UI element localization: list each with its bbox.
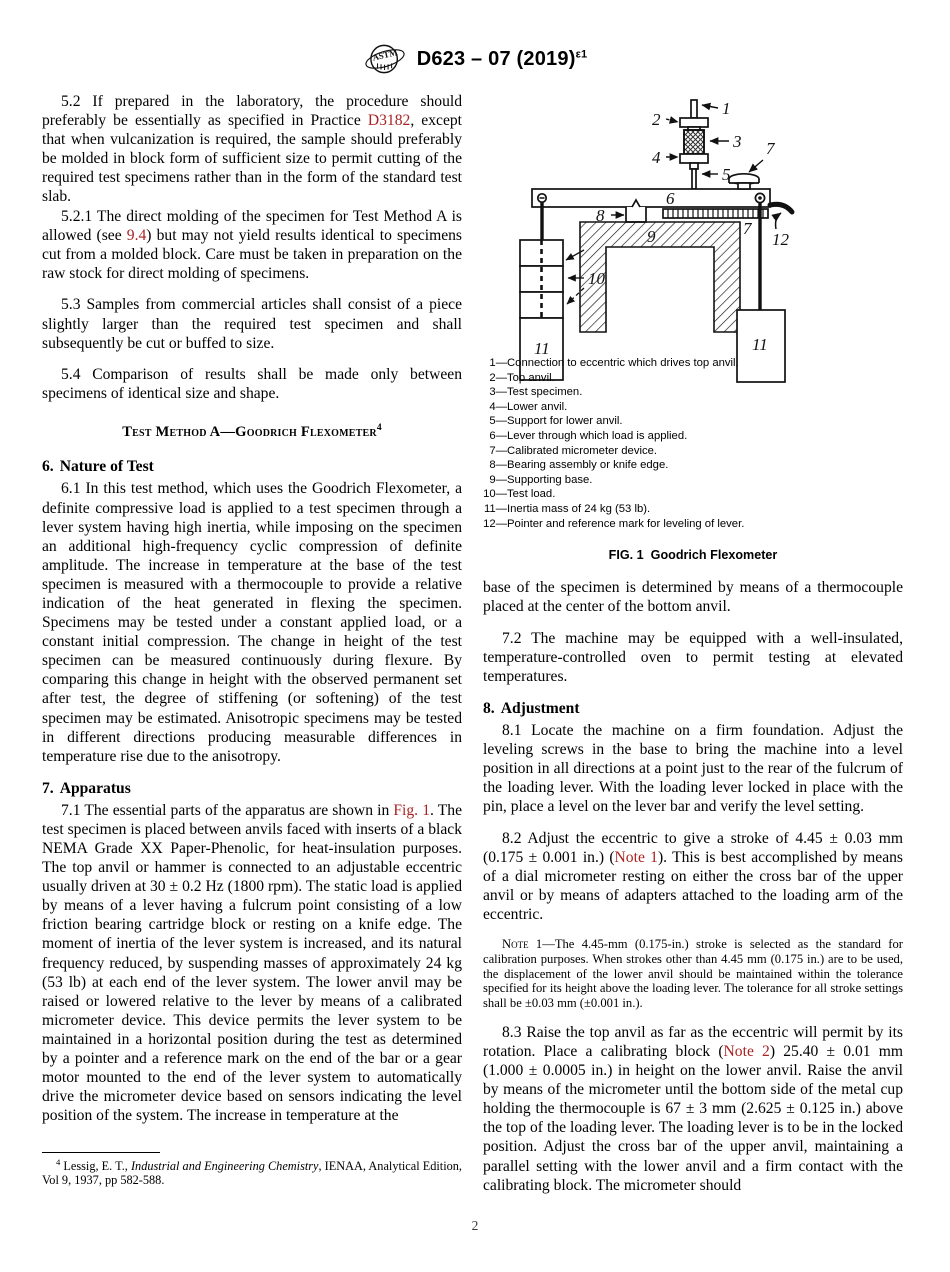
diagram-label-5: 5	[722, 165, 731, 184]
legend-number: 7—	[489, 444, 507, 457]
legend-number: 9—	[489, 473, 507, 486]
legend-number: 6—	[489, 429, 507, 442]
paragraph-8-3-tail: ) 25.40 ± 0.01 mm (1.000 ± 0.0005 in.) in height on the lower anvil. Raise the anvil by means of the micrometer until the bottom side of the metal cup holding the thermocouple is 67 ± 3 mm (2.625 ± 0.125 in.) above the top of the loading lever. The loading lever is to be in the locked position. Adjust the cross bar of the upper anvil, maintaining a parallel setting with the lower anvil and a firm contact with the calibrating block. The micrometer should	[483, 1042, 903, 1194]
legend-text: Inertia mass of 24 kg (53 lb).	[507, 502, 651, 515]
paragraph-8-1: 8.1 Locate the machine on a firm foundation. Adjust the leveling screws in the base to bring the machine into a level position in all directions at a point just to the rear of the fulcrum of the loading lever. With the loading lever locked in place with the pin, place a level on the lever bar and verify the level setting.	[483, 721, 903, 816]
diagram-label-7-top: 7	[766, 139, 775, 158]
diagram-label-1: 1	[722, 99, 731, 118]
note-1	[483, 937, 903, 1010]
note-1-text: —The 4.45-mm (0.175-in.) stroke is selected as the standard for calibration purposes. When strokes other than 4.45 mm (0.175 in.) are to be used, the displacement of the lower anvil should be maintained within the tolerance specified for its height above the loading lever. The tolerance for all stroke settings shall be ±0.03 mm (±0.001 in.).	[483, 937, 903, 1010]
standard-designation: D623 – 07 (2019)	[416, 47, 576, 70]
right-column	[483, 578, 903, 1195]
page-header	[0, 44, 950, 74]
footnote-author: Lessig, E. T.,	[60, 1159, 131, 1173]
footnote-4	[42, 1156, 462, 1188]
footnote-divider	[42, 1152, 160, 1153]
diagram-label-6: 6	[666, 189, 675, 208]
svg-text:ASTM: ASTM	[371, 47, 399, 63]
paragraph-5-3: 5.3 Samples from commercial articles shall consist of a piece slightly larger than the required test specimen and shall subsequently be cut or buffed to size.	[42, 296, 462, 352]
legend-item	[483, 400, 903, 415]
legend-text: Connection to eccentric which drives top anvil.	[507, 357, 739, 369]
section-6-title: Nature of Test	[59, 458, 154, 476]
figure-1-legend	[483, 356, 903, 531]
diagram-label-10: 10	[588, 269, 605, 288]
paragraph-5-2-text: 5.2 If prepared in the laboratory, the procedure should preferably be essentially as specified in Practice	[42, 93, 462, 130]
link-fig-1[interactable]: Fig. 1	[393, 801, 430, 819]
revision-mark: ε1	[575, 47, 588, 60]
legend-item	[483, 517, 903, 532]
diagram-label-11-left: 11	[534, 339, 550, 358]
paragraph-5-2-tail: , except that when vulcanization is required, the sample should preferably be molded in block form of sufficient size to permit cutting of the required test specimens rather than in the form of the standard test slab.	[42, 112, 462, 206]
goodrich-flexometer-diagram	[518, 92, 868, 358]
section-6-heading	[42, 458, 462, 476]
figure-1-image-holder	[483, 92, 903, 358]
diagram-label-7-lower: 7	[743, 219, 752, 238]
paragraph-5-2-1-tail: ) but may not yield results identical to specimens cut from a molded block. Care must be taken in preparation on the raw stock for direct molding of specimens.	[42, 226, 462, 282]
page-title	[417, 48, 588, 71]
paragraph-8-3	[483, 1023, 903, 1195]
legend-item	[483, 458, 903, 473]
paragraph-7-1	[42, 801, 462, 1126]
figure-1-block	[483, 92, 903, 562]
diagram-label-12: 12	[772, 230, 789, 249]
legend-text: Bearing assembly or knife edge.	[507, 459, 669, 472]
legend-text: Supporting base.	[507, 473, 593, 486]
section-8-title: Adjustment	[500, 699, 580, 717]
page-number: 2	[471, 1218, 479, 1233]
legend-number: 4—	[489, 400, 507, 413]
legend-number: 11—	[483, 502, 507, 515]
legend-item	[483, 371, 903, 386]
legend-item	[483, 502, 903, 517]
legend-text: Pointer and reference mark for leveling of lever.	[507, 517, 745, 530]
section-7-heading	[42, 780, 462, 798]
legend-number: 5—	[489, 415, 507, 428]
paragraph-6-1: 6.1 In this test method, which uses the Goodrich Flexometer, a definite compressive load is applied to a test specimen through a lever system having high inertia, while imposing on the specimen an additional high-frequency cyclic compression of definite amplitude. The increase in temperature at the base of the test specimen is measured with a thermocouple to provide a relative indication of the heat generated in flexing the specimen. Specimens may be tested under a constant applied load, or a constant initial compression. The change in height of the test specimen can be measured continuously during flexure. By comparing this change in height with the observed permanent set after test, the degree of stiffening (or softening) of the test specimen may be estimated. Anisotropic specimens may be tested in different directions producing measurable differences in temperature rise due to the anisotropy.	[42, 480, 462, 765]
test-method-heading-text: Test Method A—Goodrich Flexometer	[122, 424, 377, 441]
link-note-2[interactable]: Note 2	[723, 1042, 770, 1060]
footnote-number: 4	[56, 1156, 61, 1167]
paragraph-5-2-1-text: 5.2.1 The direct molding of the specimen for Test Method A is allowed (see	[42, 207, 462, 244]
figure-caption-number: FIG. 1	[608, 548, 644, 563]
link-note-1[interactable]: Note 1	[614, 849, 658, 867]
diagram-label-11-right: 11	[752, 335, 768, 354]
paragraph-8-2-text: 8.2 Adjust the eccentric to give a stroke of 4.45 ± 0.03 mm (0.175 ± 0.001 in.) (	[483, 829, 903, 867]
diagram-label-4: 4	[652, 148, 661, 167]
note-1-label: Note 1	[502, 937, 543, 952]
paragraph-8-3-text: 8.3 Raise the top anvil as far as the eccentric will permit by its rotation. Place a calibrating block (	[483, 1023, 903, 1060]
legend-item	[483, 356, 903, 371]
section-7-number: 7.	[42, 779, 54, 797]
paragraph-7-1-continued: base of the specimen is determined by means of a thermocouple placed at the center of the bottom anvil.	[483, 579, 903, 616]
legend-text: Support for lower anvil.	[507, 415, 623, 428]
paragraph-5-2	[42, 92, 462, 207]
figure-1-caption	[483, 548, 903, 562]
paragraph-7-1-tail: . The test specimen is placed between anvils faced with inserts of a black NEMA Grade XX Paper-Phenolic, for heat-insulation purposes. The top anvil or hammer is connected to an adjustable eccentric usually driven at 30 ± 0.2 Hz (1800 rpm). The static load is applied by means of a lever having a fulcrum point consisting of a low friction bearing cartridge block or resting on a knife edge. The moment of inertia of the lever system is increased, and its natural frequency reduced, by suspending masses of approximately 24 kg (53 lb) at each end of the lever system. The lower anvil may be raised or lowered relative to the lever by means of a calibrated micrometer device. This device permits the lever system to be maintained in a horizontal position during the test as determined by a pointer and a reference mark on the end of the bar or a gear motor mounted to the end of the lever system to automatically drive the micrometer device based on sensors indicating the level position of the system. The increase in temperature at the	[42, 801, 462, 1125]
legend-text: Lever through which load is applied.	[507, 429, 688, 442]
legend-text: Test specimen.	[507, 386, 583, 399]
legend-text: Lower anvil.	[507, 400, 568, 413]
link-section-9-4[interactable]: 9.4	[126, 226, 147, 244]
legend-text: Top anvil.	[507, 371, 555, 384]
section-8-number: 8.	[483, 699, 495, 717]
legend-item	[483, 444, 903, 459]
paragraph-8-2	[483, 829, 903, 924]
diagram-label-3: 3	[733, 132, 742, 151]
footnote-marker-4: 4	[376, 423, 382, 434]
footnote-block	[42, 1152, 462, 1188]
paragraph-7-2: 7.2 The machine may be equipped with a well-insulated, temperature-controlled oven to permit testing at elevated temperatures.	[483, 629, 903, 685]
legend-number: 8—	[489, 459, 507, 472]
astm-logo-icon	[363, 44, 407, 74]
legend-number: 2—	[489, 371, 507, 384]
footnote-tail: , IENAA, Analytical Edition, Vol 9, 1937, pp 582-588.	[42, 1159, 462, 1188]
legend-item	[483, 429, 903, 444]
diagram-label-9: 9	[647, 227, 656, 246]
paragraph-5-2-1	[42, 207, 462, 283]
legend-text: Test load.	[507, 488, 556, 501]
section-6-number: 6.	[42, 458, 54, 476]
test-method-heading	[42, 424, 462, 441]
legend-item	[483, 473, 903, 488]
link-d3182[interactable]: D3182	[367, 112, 411, 130]
diagram-label-2: 2	[652, 110, 661, 129]
section-8-heading	[483, 700, 903, 718]
legend-text: Calibrated micrometer device.	[507, 444, 658, 457]
figure-caption-title: Goodrich Flexometer	[650, 548, 778, 563]
left-column	[42, 92, 462, 1125]
paragraph-8-2-tail: ). This is best accomplished by means of a dial micrometer resting on either the cross bar of the upper anvil or by means of adapters attached to the loading arm of the eccentric.	[483, 849, 903, 924]
legend-number: 3—	[489, 386, 507, 399]
section-7-title: Apparatus	[59, 779, 131, 797]
paragraph-5-4: 5.4 Comparison of results shall be made only between specimens of identical size and shape.	[42, 366, 462, 403]
paragraph-7-1-text: 7.1 The essential parts of the apparatus are shown in	[61, 801, 394, 819]
footnote-journal: Industrial and Engineering Chemistry	[130, 1159, 319, 1173]
legend-item	[483, 385, 903, 400]
legend-item	[483, 487, 903, 502]
diagram-label-8: 8	[596, 206, 605, 225]
legend-number: 12—	[483, 517, 507, 530]
legend-item	[483, 414, 903, 429]
legend-number: 1—	[489, 357, 507, 369]
legend-number: 10—	[483, 488, 507, 501]
